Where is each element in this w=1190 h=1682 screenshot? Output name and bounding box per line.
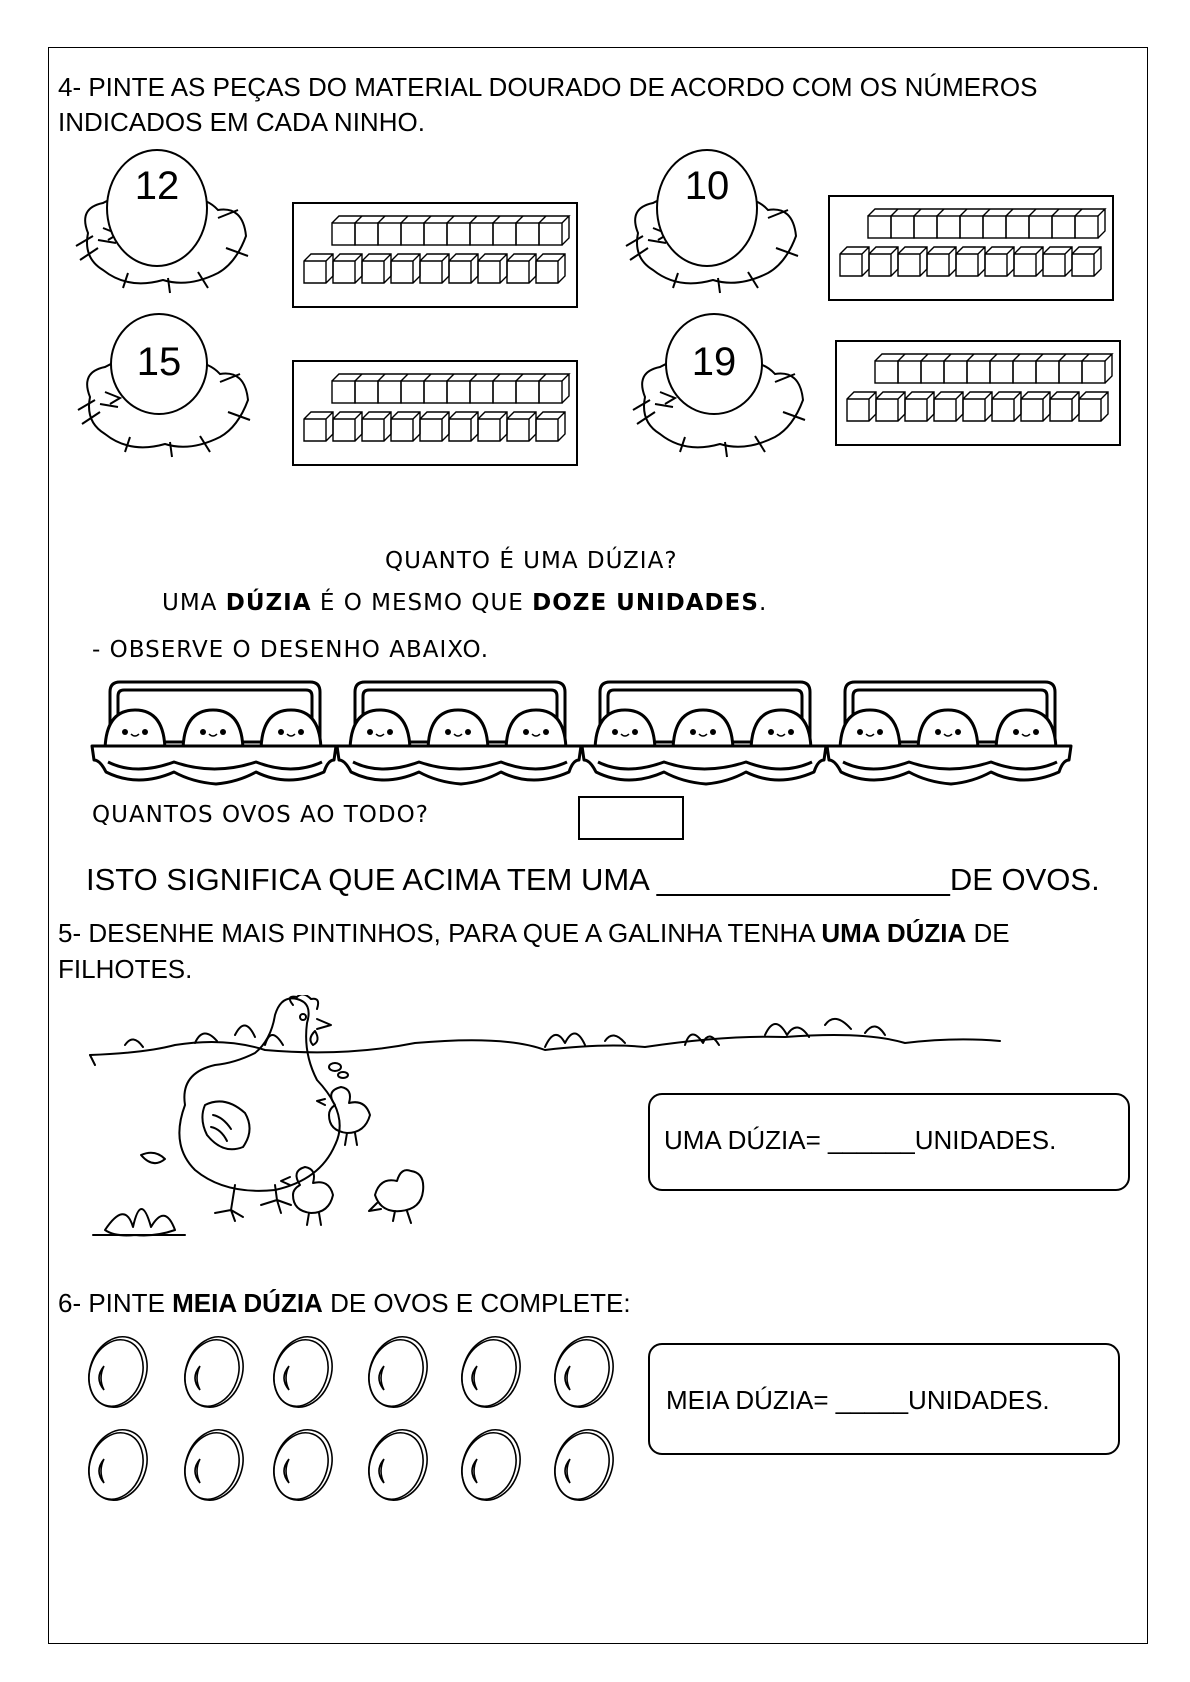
nest-19: [625, 312, 815, 462]
nest-number: 15: [136, 340, 182, 384]
egg-to-paint[interactable]: [548, 1425, 618, 1505]
egg-carton-2: [333, 680, 585, 790]
total-eggs-answer-box[interactable]: [578, 796, 684, 840]
meaning-sentence: ISTO SIGNIFICA QUE ACIMA TEM UMA _________________DE OVOS.: [86, 862, 1100, 897]
nest-number: 10: [684, 164, 730, 208]
egg-to-paint[interactable]: [548, 1332, 618, 1412]
q6-answer-text: MEIA DÚZIA= _____UNIDADES.: [666, 1385, 1050, 1415]
egg-to-paint[interactable]: [362, 1425, 432, 1505]
observe-instruction: - OBSERVE O DESENHO ABAIXO.: [92, 637, 490, 663]
egg-to-paint[interactable]: [82, 1425, 152, 1505]
egg-to-paint[interactable]: [362, 1332, 432, 1412]
egg-carton-1: [88, 680, 340, 790]
egg-to-paint[interactable]: [82, 1332, 152, 1412]
q5-answer-box[interactable]: [648, 1093, 1130, 1191]
q5-title-line2: FILHOTES.: [58, 954, 193, 984]
q6-answer-box[interactable]: [648, 1343, 1120, 1455]
q4-title-line2: INDICADOS EM CADA NINHO.: [58, 107, 425, 137]
nest-12: [68, 148, 258, 298]
nest-number: 19: [691, 340, 737, 384]
egg-to-paint[interactable]: [267, 1332, 337, 1412]
egg-carton-3: [578, 680, 830, 790]
egg-to-paint[interactable]: [267, 1425, 337, 1505]
nest-15: [70, 312, 260, 462]
q5-title-line1: 5- DESENHE MAIS PINTINHOS, PARA QUE A GALINHA TENHA UMA DÚZIA DE: [58, 918, 1010, 948]
base-ten-blocks-2[interactable]: [828, 195, 1114, 301]
total-eggs-question: QUANTOS OVOS AO TODO?: [92, 802, 429, 828]
egg-to-paint[interactable]: [455, 1332, 525, 1412]
base-ten-blocks-1[interactable]: [292, 202, 578, 308]
egg-carton-4: [823, 680, 1075, 790]
egg-to-paint[interactable]: [178, 1332, 248, 1412]
nest-number: 12: [134, 164, 180, 208]
q5-answer-text: UMA DÚZIA= ______UNIDADES.: [664, 1125, 1057, 1155]
base-ten-blocks-4[interactable]: [835, 340, 1121, 446]
base-ten-blocks-3[interactable]: [292, 360, 578, 466]
egg-to-paint[interactable]: [178, 1425, 248, 1505]
nest-10: [618, 148, 808, 298]
egg-to-paint[interactable]: [455, 1425, 525, 1505]
duzia-question: QUANTO É UMA DÚZIA?: [385, 548, 678, 574]
q4-title-line1: 4- PINTE AS PEÇAS DO MATERIAL DOURADO DE ACORDO COM OS NÚMEROS: [58, 72, 1038, 102]
duzia-definition: UMA DÚZIA É O MESMO QUE DOZE UNIDADES.: [162, 590, 768, 616]
q6-title: 6- PINTE MEIA DÚZIA DE OVOS E COMPLETE:: [58, 1288, 631, 1318]
